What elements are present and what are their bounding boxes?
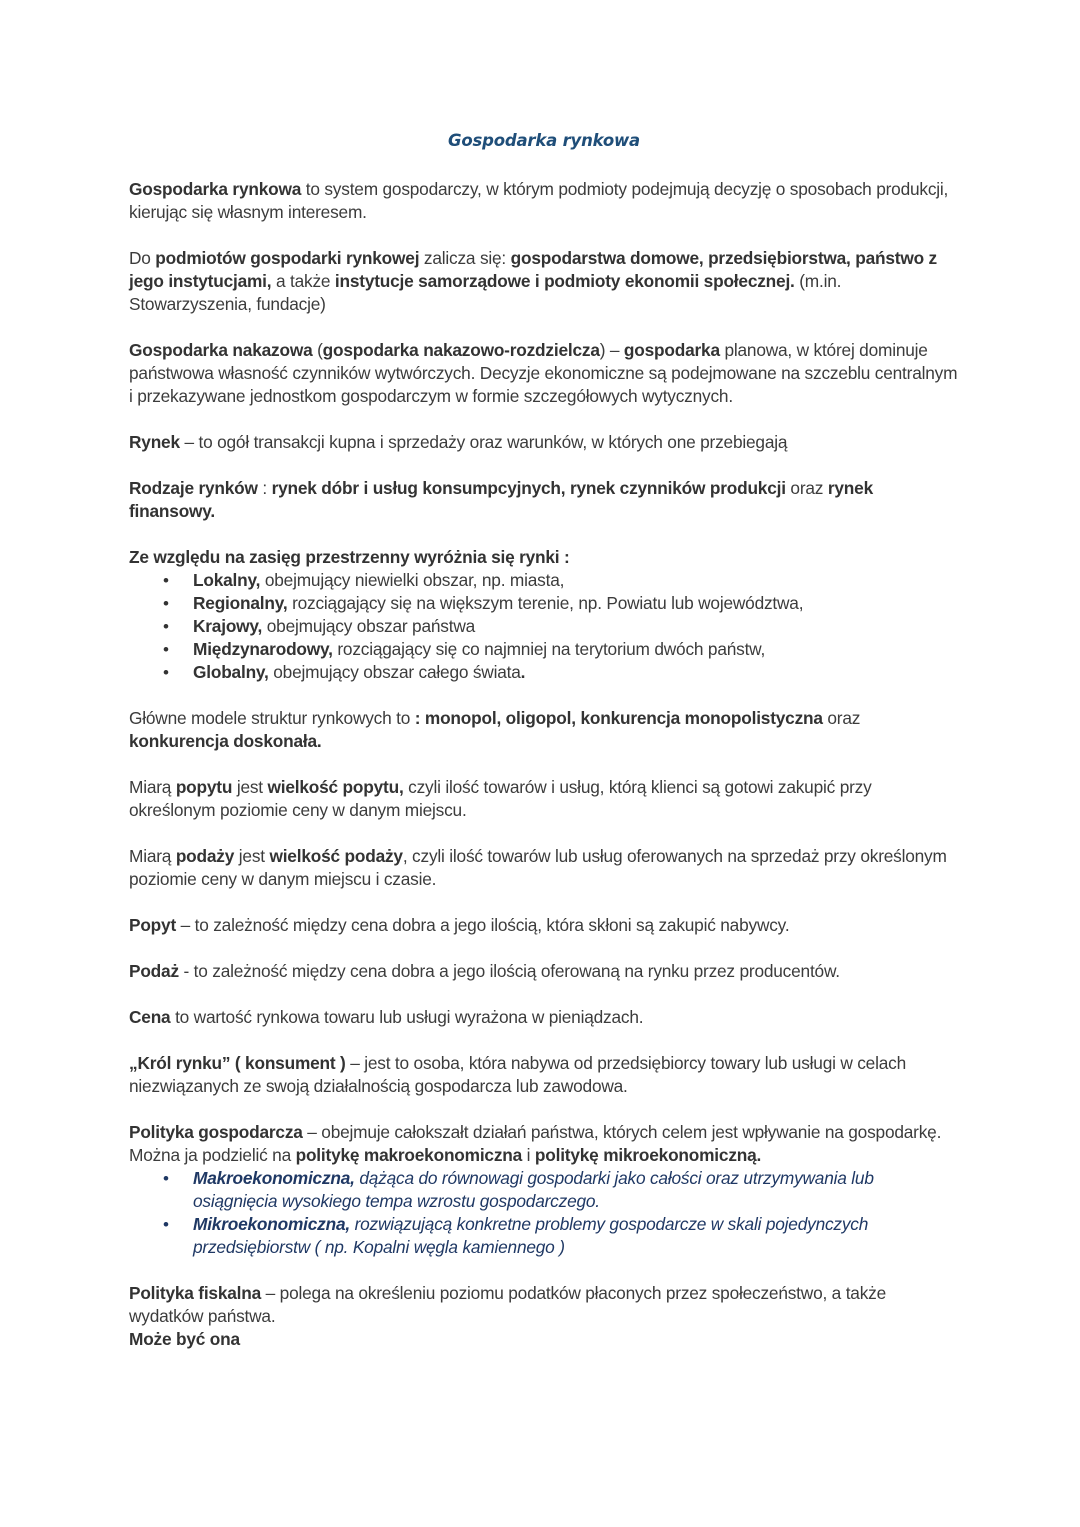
document-page [129, 128, 959, 1351]
text-run: – polega na określeniu poziomu podatków płaconych przez społeczeństwo, a także wydatków państwa. [129, 1283, 886, 1326]
bold-text-run: instytucje samorządowe i podmioty ekonomii społecznej. [334, 271, 795, 291]
paragraph-market-structures [129, 707, 959, 753]
bold-text-run: wielkość popytu, [267, 777, 404, 797]
text-run: to system gospodarczy, w którym podmioty podejmują decyzję o sposobach produkcji, kierując się własnym interesem. [129, 179, 949, 222]
list-item [193, 615, 959, 638]
bold-text-run: Międzynarodowy, [193, 639, 333, 659]
bold-text-run: podaży [175, 846, 235, 866]
bold-text-run: politykę makroekonomiczna [295, 1145, 523, 1165]
text-run: - to zależność między cena dobra a jego ilością oferowaną na rynku przez producentów. [178, 961, 840, 981]
bold-text-run: Krajowy, [193, 616, 263, 636]
paragraph-market-definition [129, 431, 959, 454]
bold-text-run: Lokalny, [193, 570, 261, 590]
text-run: oraz [822, 708, 861, 728]
paragraph-supply-measure [129, 845, 959, 891]
bold-text-run: rynek dóbr i usług konsumpcyjnych, rynek czynników produkcji [271, 478, 786, 498]
bold-text-run: gospodarka [623, 340, 720, 360]
bold-text-run: Polityka fiskalna [129, 1283, 262, 1303]
list-item [193, 1167, 959, 1213]
text-run: obejmujący obszar państwa [262, 616, 476, 636]
list-item [193, 592, 959, 615]
text-run: Miarą [129, 846, 176, 866]
paragraph-policy-division [129, 1144, 959, 1167]
list-item [193, 1213, 959, 1259]
bold-text-run: Polityka gospodarcza [129, 1122, 303, 1142]
bold-text-run: : monopol, oligopol, konkurencja monopolistyczna [414, 708, 823, 728]
document-title: Gospodarka rynkowa [448, 131, 640, 150]
policy-list [129, 1167, 959, 1259]
paragraph-market-participants [129, 247, 959, 316]
list-item [193, 638, 959, 661]
paragraph-economic-policy [129, 1121, 959, 1144]
list-item [193, 661, 959, 684]
text-run: , czyli ilość towarów lub usług oferowanych na sprzedaż przy określonym poziomie ceny w danym miejscu i czasie. [129, 846, 947, 889]
paragraph-demand-measure [129, 776, 959, 822]
bold-text-run: Makroekonomiczna, [193, 1168, 355, 1188]
paragraph-fiscal-continuation [129, 1328, 959, 1351]
text-run: rozciągający się co najmniej na terytorium dwóch państw, [332, 639, 766, 659]
bold-text-run: Regionalny, [193, 593, 288, 613]
text-run: Do [129, 248, 156, 268]
text-run: rozwiązującą konkretne problemy gospodarcze w skali pojedynczych przedsiębiorstw ( np. Kopalni węgla kamiennego ) [193, 1214, 869, 1257]
text-run: planowa, w której dominuje państwowa własność czynników wytwórczych. Decyzje ekonomiczne są podejmowane na szczeblu centralnym i przekazywane jednostkom gospodarczym w formie szczegółowych wytycznych. [129, 340, 958, 406]
bold-text-run: podmiotów gospodarki rynkowej [155, 248, 420, 268]
text-run: ) – [599, 340, 624, 360]
paragraph-market-range-heading [129, 546, 959, 569]
text-run: – obejmuje całokszałt działań państwa, których celem jest wpływanie na gospodarkę. [302, 1122, 942, 1142]
text-run: zalicza się: [419, 248, 511, 268]
text-run: i [522, 1145, 535, 1165]
bold-text-run: konkurencja doskonała. [129, 731, 322, 751]
paragraph-market-economy [129, 178, 959, 224]
bold-text-run: Rodzaje rynków [129, 478, 258, 498]
bold-text-run: Może być ona [129, 1329, 240, 1349]
paragraph-command-economy [129, 339, 959, 408]
text-run: – to zależność między cena dobra a jego ilością, która skłoni są zakupić nabywcy. [176, 915, 790, 935]
list-item [193, 569, 959, 592]
text-run: Można ja podzielić na [129, 1145, 296, 1165]
market-range-list [129, 569, 959, 684]
paragraph-market-types [129, 477, 959, 523]
text-run: ( [312, 340, 323, 360]
text-run: jest [232, 777, 268, 797]
bold-text-run: Popyt [129, 915, 177, 935]
bold-text-run: Rynek [129, 432, 180, 452]
text-run: dążąca do równowagi gospodarki jako całości oraz utrzymywania lub osiągnięcia wysokiego tempa wzrostu gospodarczego. [193, 1168, 874, 1211]
paragraph-fiscal-policy [129, 1282, 959, 1328]
bold-text-run: Podaż [129, 961, 179, 981]
text-run: Główne modele struktur rynkowych to [129, 708, 415, 728]
text-run: : [257, 478, 272, 498]
paragraph-consumer-definition [129, 1052, 959, 1098]
paragraph-supply-definition [129, 960, 959, 983]
bold-text-run: wielkość podaży [269, 846, 403, 866]
bold-text-run: . [520, 662, 526, 682]
text-run: Miarą [129, 777, 176, 797]
text-run: to wartość rynkowa towaru lub usługi wyrażona w pieniądzach. [170, 1007, 644, 1027]
bold-text-run: gospodarstwa domowe, przedsiębiorstwa, państwo z jego instytucjami, [129, 248, 937, 291]
text-run: czyli ilość towarów i usług, którą klienci są gotowi zakupić przy określonym poziomie ceny w danym miejscu. [129, 777, 872, 820]
bold-text-run: Mikroekonomiczna, [193, 1214, 350, 1234]
bold-text-run: Globalny, [193, 662, 269, 682]
text-run: rozciągający się na większym terenie, np. Powiatu lub województwa, [287, 593, 804, 613]
bold-text-run: Gospodarka rynkowa [129, 179, 302, 199]
text-run: – jest to osoba, która nabywa od przedsiębiorcy towary lub usługi w celach niezwiązanych ze swoją działalnością gospodarcza lub zawodowa. [129, 1053, 906, 1096]
text-run: a także [271, 271, 335, 291]
bold-text-run: Cena [129, 1007, 171, 1027]
paragraph-demand-definition [129, 914, 959, 937]
text-run: obejmujący obszar całego świata [268, 662, 521, 682]
text-run: jest [234, 846, 270, 866]
text-run: (m.in. Stowarzyszenia, fundacje) [129, 271, 842, 314]
bold-text-run: politykę mikroekonomiczną. [534, 1145, 762, 1165]
bold-text-run: rynek finansowy. [129, 478, 873, 521]
text-run: – to ogół transakcji kupna i sprzedaży oraz warunków, w których one przebiegają [179, 432, 788, 452]
bold-text-run: gospodarka nakazowo-rozdzielcza [322, 340, 600, 360]
bold-text-run: Gospodarka nakazowa [129, 340, 313, 360]
text-run: obejmujący niewielki obszar, np. miasta, [260, 570, 565, 590]
bold-text-run: „Król rynku” ( konsument ) [129, 1053, 346, 1073]
paragraph-price-definition [129, 1006, 959, 1029]
bold-text-run: popytu [175, 777, 233, 797]
bold-text-run: Ze względu na zasięg przestrzenny wyróżnia się rynki : [129, 547, 570, 567]
text-run: oraz [785, 478, 828, 498]
